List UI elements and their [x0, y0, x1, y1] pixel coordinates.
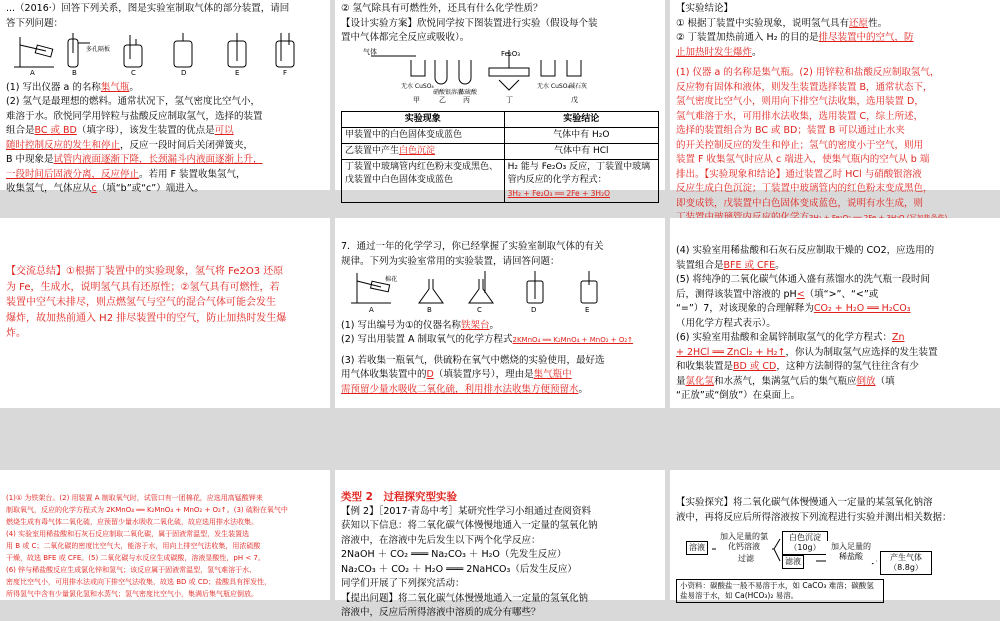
text-line: 置中气体都完全反应或吸收）。 [341, 32, 470, 43]
equation: Na₂CO₃ ＋ CO₂ ＋ H₂O ═══ 2NaHCO₃（后发生反应） [341, 563, 577, 575]
apparatus-figure [6, 31, 324, 75]
text-line: 7．通过一年的化学学习，你已经掌握了实验室制取气体的有关 [341, 241, 604, 252]
table-row [342, 160, 659, 203]
text: “=”）7，对该现象的合理解释为 [676, 303, 814, 314]
text-line: 氢气难溶于水，可用排水法收集，选用装置 C，综上所述， [676, 110, 924, 122]
slide-9 [670, 470, 1000, 600]
question-1: (1) 写出编号为①的仪器名称铁架台。 [341, 319, 500, 331]
table-cell: 气体中有 H₂O [504, 128, 658, 144]
answer: 止加热时发生爆炸 [676, 46, 753, 58]
table-row [342, 128, 659, 144]
column-header: 实验结论 [504, 112, 658, 128]
figure-label: Fe₂O₃ [501, 49, 521, 58]
answer: 可以 [214, 125, 234, 136]
text: (1) 写出编号为①的仪器名称 [341, 319, 461, 331]
flow-filtrate: 滤液 [782, 555, 804, 569]
text-line: 排出。【实验现象和结论】通过装置乙时 HCl 与硝酸银溶液 [676, 168, 922, 180]
answer: BFE 或 CFE [723, 259, 776, 271]
conclusion-1 [676, 17, 994, 32]
figure-label: 棉花 [385, 276, 398, 283]
summary [6, 264, 324, 342]
text: （填“b”或“c”）端进入。 [96, 183, 204, 194]
figure-label: 多孔隔板 [86, 46, 111, 53]
text-line: 【实验结论】 [676, 3, 734, 14]
text-line: 【例 2】［2017·青岛中考］某研究性学习小组通过查阅资料 [341, 505, 592, 517]
column-header: 实验现象 [342, 112, 505, 128]
slide-6 [670, 218, 1000, 408]
text-line: 反应生成白色沉淀；丁装置中玻璃管内的红色粉末变成黑色， [676, 183, 933, 194]
figure-label: C [131, 69, 136, 77]
text: 量 [676, 375, 686, 387]
text-line: 燃烧生成有毒气体二氧化硫，应预留少量水吸收二氧化硫，故应选用排水法收集。 [6, 518, 258, 526]
table-cell [342, 144, 505, 160]
figure-label: 戊 [571, 95, 578, 104]
question-6-cont [676, 375, 994, 390]
text-line: “正放”或“倒放”）在桌面上。 [676, 390, 801, 401]
text: ① 根据丁装置中实验现象，说明氢气具有 [676, 17, 850, 29]
figure-label: 硝酸银溶液 [433, 88, 464, 96]
answer: 一段时间后固液分离，反应停止 [6, 168, 140, 180]
question-6-cont [676, 360, 994, 375]
answer: 集气瓶中 [533, 369, 572, 380]
text-line: 溶液中，在溶液中先后发生以下两个化学反应： [341, 534, 541, 546]
text: ，你认为制取氢气应选择的发生装置 [785, 346, 938, 358]
text-line: 答下列问题： [6, 17, 64, 29]
text: H₂ 能与 Fe₂O₃ 反应，丁装置中玻璃管内反应的化学方程式： [507, 162, 651, 185]
text-line: (3) 若收集一瓶氧气，供硫粉在氧气中燃烧的实验使用，最好选 [341, 354, 605, 366]
text-line: 装置中空气未排尽，则点燃氢气与空气的混合气体可能会发生 [6, 297, 276, 308]
answer: CO₂ + H₂O ══ H₂CO₃ [813, 303, 911, 314]
slide-5 [335, 218, 665, 408]
text: 后，测得该装置中溶液的 pH [676, 288, 797, 300]
answer: 铁架台 [461, 319, 490, 331]
section-title: 类型 2 过程探究型实验 [341, 491, 457, 503]
table-row [342, 144, 659, 160]
question-6 [676, 331, 994, 346]
text-line: ② 氢气除具有可燃性外，还具有什么化学性质？ [341, 3, 543, 14]
text: 和收集装置是 [676, 361, 734, 372]
text-line: 反应物有固体和液体，则发生装置选择装置 B，通常状态下， [676, 81, 933, 93]
text-line: 【实验探究】将二氧化碳气体慢慢通入一定量的某氢氧化钠溶 [676, 497, 933, 508]
figure-label: F [283, 69, 288, 77]
text: 乙装置中产生 [345, 146, 400, 156]
figure-label: 无水 CuSO₄ [401, 82, 434, 90]
question-2-cont [6, 139, 324, 154]
answer: 还原 [849, 17, 869, 29]
figure-label: 乙 [439, 95, 446, 104]
question-2-cont [6, 182, 324, 197]
text-line: （用化学方程式表示）。 [676, 317, 776, 329]
answer: D [426, 369, 434, 380]
answer: 2KMnO₄ ══ K₂MnO₄ + MnO₂ + O₂↑ [512, 336, 634, 344]
text-line: 溶液中，反应后所得溶液中溶质的成分有哪些？ [341, 607, 541, 618]
text-line: 密度比空气小，可用排水法或向下排空气法收集，故选 BD 或 CD；盐酸具有挥发性， [6, 578, 272, 586]
text-line: (2) 氢气是最理想的燃料。通常状况下，氢气密度比空气小， [6, 96, 260, 107]
question-6-cont [676, 346, 994, 361]
question-5 [676, 288, 994, 303]
question-5-cont [676, 302, 994, 317]
figure-label: A [369, 306, 374, 314]
slide-3 [670, 0, 1000, 209]
text-line: 规律。下列为实验室常用的实验装置，请回答问题： [341, 255, 560, 267]
table-header [342, 112, 659, 128]
text-line: 炸。 [6, 328, 26, 339]
flow-solution: 溶液 [686, 541, 708, 555]
text: (6) 实验室用盐酸和金属锌制取氢气的化学方程式： [676, 332, 892, 343]
question-2 [6, 124, 324, 139]
flow-diagram [676, 531, 994, 611]
answer: 需预留少量水吸收二氧化硫，利用排水法收集方便预留水 [341, 383, 579, 395]
figure-label: B [72, 69, 77, 77]
text: ，反应一段时间后关闭弹簧夹， [120, 139, 254, 151]
conclusion-2 [676, 31, 994, 46]
explanation [6, 492, 324, 600]
figure-label: D [181, 69, 187, 77]
text-line: (4) 实验室用稀盐酸和石灰石反应制取干燥的 CO2，应选用的 [676, 245, 935, 256]
text-line: ...（2016·）回答下列关系，图是实验室制取气体的部分装置，请回 [6, 3, 290, 14]
slide-7 [0, 470, 330, 600]
figure-label: A [30, 69, 35, 77]
text-line: 即变成铁，戊装置中白色固体变成蓝色，说明有水生成，则 [676, 197, 924, 209]
text-line: 液中，再将反应后所得溶液按下列流程进行实验并测出相关数据： [676, 511, 952, 523]
equation: 2NaOH ＋ CO₂ ═══ Na₂CO₃ ＋ H₂O（先发生反应） [341, 549, 567, 560]
slide-8 [335, 470, 665, 618]
text-line: 装置 F 收集氢气时应从 c 端进入，使集气瓶内的空气从 b 端 [676, 154, 930, 165]
table-cell [504, 160, 658, 203]
slide-2 [335, 0, 665, 198]
figure-label: C [477, 306, 482, 314]
text-line: 【设计实验方案】欣悦同学按下图装置进行实验（假设每个装 [341, 17, 598, 29]
question-2-cont [6, 153, 324, 168]
text: （填字母），该发生装置的优点是 [76, 125, 215, 136]
answer: 集气瓶 [100, 81, 130, 93]
text-line: (1)① 为铁架台。(2) 用装置 A 制取氧气时，试管口有一团棉花，应选用高锰酸钾来 [6, 494, 263, 502]
answer: BD 或 CD [733, 361, 777, 372]
figure-label: 无水 CuSO₄ [537, 82, 570, 90]
figure-label: E [585, 306, 590, 314]
answer: 倒放 [856, 375, 876, 387]
text-line: 选择的装置组合为 BC 或 BD；装置 B 可以通过止水夹 [676, 125, 905, 136]
text: （填“>”、“<”或 [804, 288, 879, 300]
figure-label: 浓硫酸 [459, 88, 478, 96]
figure-label: 丙 [463, 95, 470, 104]
text-line: 获知以下信息：将二氧化碳气体慢慢地通入一定量的氢氧化钠 [341, 520, 598, 531]
answer: 3H₂ + Fe₂O₃ ══ 2Fe + 3H₂O [507, 189, 610, 198]
text: 用气体收集装置中的 [341, 369, 427, 380]
text-line: 所得氢气中含有少量氯化氢和水蒸气；氢气密度比空气小，集满后集气瓶应倒放。 [6, 590, 258, 598]
text: 组合是 [6, 125, 35, 136]
figure-label: 甲 [413, 95, 420, 104]
text-line: (1) 仪器 a 的名称是集气瓶。(2) 用锌粒和盐酸反应制取氢气， [676, 67, 940, 78]
figure-label: 碱石灰 [569, 82, 588, 90]
answer: 排尽装置中的空气，防 [818, 32, 914, 43]
figure-label: 气体 [363, 47, 377, 56]
question-2-cont [6, 168, 324, 183]
text: （填 [875, 375, 895, 387]
text: 和水蒸气，集满氢气后的集气瓶应 [714, 375, 857, 387]
figure-label: B [427, 306, 432, 314]
conclusion-2-cont: 止加热时发生爆炸。 [676, 46, 762, 58]
text: 装置组合是 [676, 259, 724, 271]
text-line: 制取氧气，反应的化学方程式为 2KMnO₄ ══ K₂MnO₄ + MnO₂ + O₂↑。(3) 硫粉在氧气中 [6, 506, 288, 514]
figure-label: D [531, 306, 537, 314]
text-line: 干燥，故选 BFE 或 CFE。(5) 二氧化碳与水反应生成碳酸，溶液显酸性，pH < 7。 [6, 554, 265, 562]
text: （填装置序号），理由是 [433, 369, 534, 380]
answer: 随时控制反应的发生和停止 [6, 139, 121, 151]
text: ② 丁装置加热前通入 H₂ 的目的是 [676, 32, 819, 43]
flow-step-add-hcl: 加入足量的稀盐酸 [826, 541, 876, 563]
answer: 白色沉淀 [399, 146, 436, 156]
flow-gas: 产生气体（8.8g） [880, 551, 932, 575]
table-cell: 甲装置中的白色固体变成蓝色 [342, 128, 505, 144]
question-1: (1) 写出仪器 a 的名称集气瓶。 [6, 81, 139, 93]
text: 。若用 F 装置收集氢气， [139, 168, 246, 180]
text-line: (4) 实验室用稀盐酸和石灰石反应制取二氧化碳，属于固液常温型，发生装置选 [6, 530, 250, 538]
text: 收集氢气，气体应从 [6, 183, 92, 194]
answer: 氯化氢 [685, 375, 715, 387]
flow-precipitate: 白色沉淀（10g） [782, 531, 828, 555]
text-line: 氢气密度比空气小，则用向下排空气法收集，选用装置 D， [676, 96, 924, 107]
figure-label: 丁 [506, 95, 513, 104]
question-3 [341, 368, 659, 383]
text-line: 【提出问题】将二氧化碳气体慢慢地通入一定量的氢氧化钠 [341, 592, 589, 604]
text-line: 的开关控制反应的发生和停止；氢气的密度小于空气，则用 [676, 139, 924, 151]
text-line: 爆炸，故加热前通入 H2 排尽装置中的空气，防止加热时发生爆 [6, 312, 287, 324]
text: ，这种方法制得的氢气往往含有少 [776, 361, 919, 372]
figure-label: E [235, 69, 240, 77]
text: 性。 [868, 17, 888, 29]
info-note: 小资料：碳酸盐一般不易溶于水，如 CaCO₃ 难溶；碳酸氢盐易溶于水，如 Ca(HCO₃)₂ 易溶。 [676, 579, 884, 603]
slide-1 [0, 0, 330, 194]
answer: + 2HCl ══ ZnCl₂ + H₂↑ [676, 346, 786, 358]
answer: BC 或 BD [34, 125, 77, 136]
answer: Zn [891, 332, 905, 343]
text-line: 难溶于水。欣悦同学用锌粒与盐酸反应制取氢气，选择的装置 [6, 110, 263, 122]
text-line: 为 Fe，生成水，说明氢气具有还原性；②氢气具有可燃性，若 [6, 281, 280, 293]
answer: < [796, 288, 805, 300]
answer: 试管内液面逐渐下降，长颈漏斗内液面逐渐上升， [53, 154, 263, 165]
flow-step-filter: 过滤 [738, 554, 754, 563]
text-line: (5) 将纯净的二氧化碳气体通入盛有蒸馏水的洗气瓶一段时间 [676, 274, 930, 285]
table-cell: 气体中有 HCl [504, 144, 658, 160]
question-2 [341, 333, 659, 348]
question-4: 装置组合是BFE 或 CFE。 [676, 259, 785, 271]
explanation [676, 66, 994, 226]
text: B 中现象是 [6, 154, 54, 165]
experiment-table [341, 111, 659, 203]
text-line: 同学们开展了下列探究活动： [341, 578, 465, 589]
question-3-cont: 需预留少量水吸收二氧化硫，利用排水法收集方便预留水。 [341, 383, 589, 395]
apparatus-figure [341, 46, 659, 104]
text-line: 【交流总结】①根据丁装置中的实验现象，氢气将 Fe2O3 还原 [6, 266, 284, 277]
text-line: (6) 锌与稀盐酸反应生成氯化锌和氢气；该反应属于固液常温型，氢气难溶于水、 [6, 566, 257, 574]
apparatus-figure [341, 269, 659, 313]
answer: c [91, 183, 97, 194]
flow-step-add-cacl2: 加入足量的氯化钙溶液 [716, 531, 772, 553]
slide-4 [0, 218, 330, 408]
text: (1) 写出仪器 a 的名称 [6, 81, 101, 93]
table-cell: 丁装置中玻璃管内红色粉末变成黑色、戊装置中白色固体变成蓝色 [342, 160, 505, 203]
text: (2) 写出用装置 A 制取氧气的化学方程式 [341, 334, 513, 345]
text-line: 用 B 或 C；二氧化碳的密度比空气大，能溶于水，用向上排空气法收集，用浓硫酸 [6, 542, 261, 550]
